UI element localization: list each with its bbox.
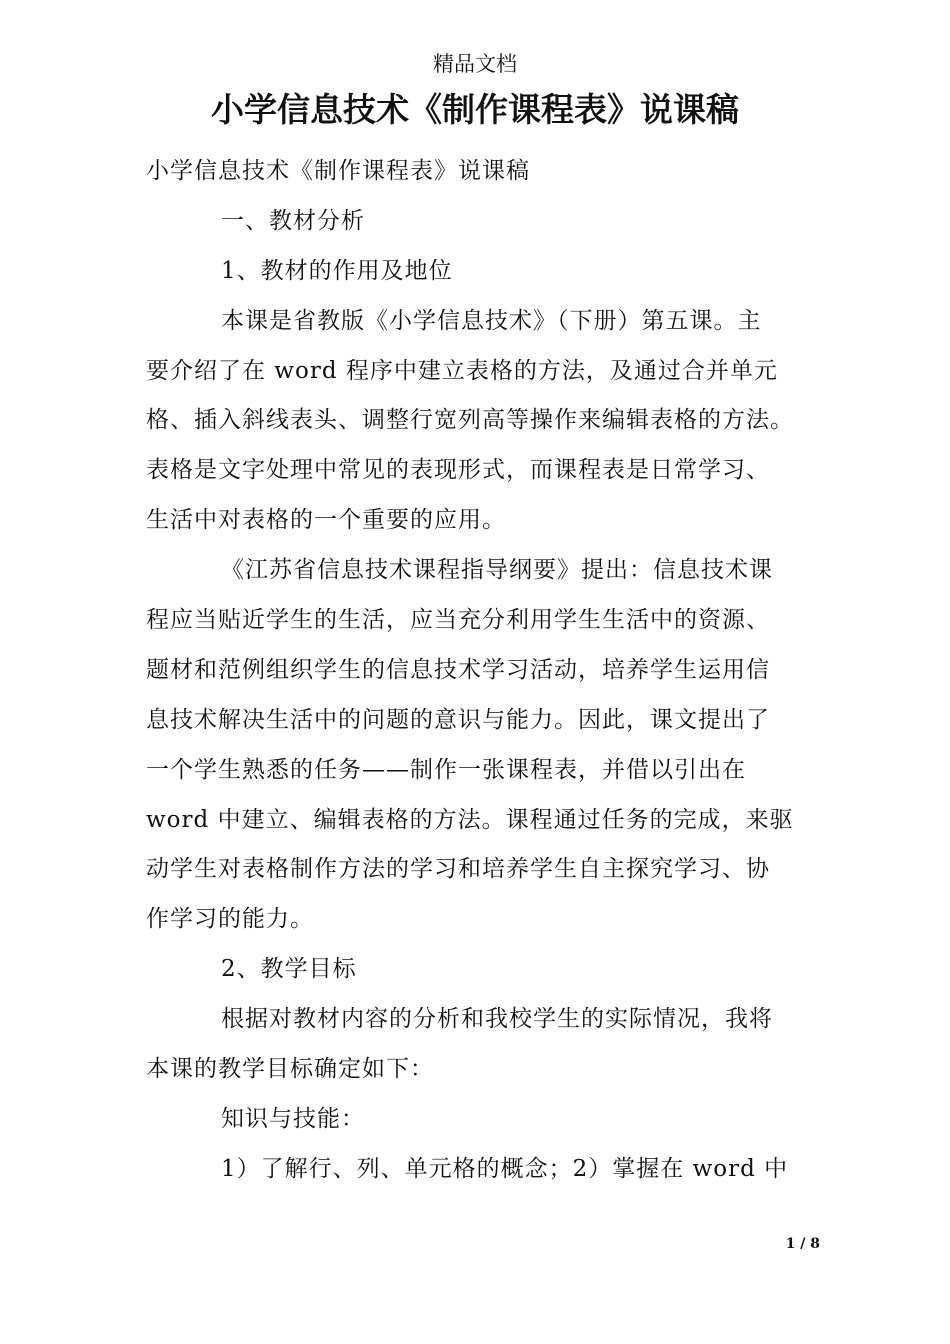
text-line: 一个学生熟悉的任务——制作一张课程表，并借以引出在 (146, 756, 746, 783)
page-header: 精品文档 (433, 52, 517, 76)
text-line: 1）了解行、列、单元格的概念；2）掌握在 word 中 (221, 1155, 789, 1182)
text-line: 要介绍了在 word 程序中建立表格的方法，及通过合并单元 (146, 357, 778, 384)
document-title: 小学信息技术《制作课程表》说课稿 (211, 90, 739, 129)
text-line: 题材和范例组织学生的信息技术学习活动，培养学生运用信 (146, 656, 770, 683)
text-line: 一、教材分析 (221, 207, 365, 234)
text-line: 2、教学目标 (221, 956, 357, 983)
text-line: 程应当贴近学生的生活，应当充分利用学生生活中的资源、 (146, 607, 770, 634)
text-line: 格、插入斜线表头、调整行宽列高等操作来编辑表格的方法。 (146, 407, 794, 434)
document-body (146, 147, 822, 1195)
text-line: 小学信息技术《制作课程表》说课稿 (146, 158, 530, 184)
text-line: word 中建立、编辑表格的方法。课程通过任务的完成，来驱 (146, 806, 794, 833)
text-line: 本课是省教版《小学信息技术》（下册）第五课。主 (221, 307, 762, 334)
page-number: 1 / 8 (785, 1236, 820, 1252)
text-line: 生活中对表格的一个重要的应用。 (146, 507, 506, 534)
text-line: 《江苏省信息技术课程指导纲要》提出：信息技术课 (221, 557, 773, 584)
text-line: 知识与技能： (221, 1105, 365, 1132)
text-line: 根据对教材内容的分析和我校学生的实际情况，我将 (221, 1006, 773, 1033)
text-line: 动学生对表格制作方法的学习和培养学生自主探究学习、协 (146, 856, 770, 883)
text-line: 表格是文字处理中常见的表现形式，而课程表是日常学习、 (146, 457, 770, 484)
text-line: 息技术解决生活中的问题的意识与能力。因此，课文提出了 (146, 706, 770, 733)
text-line: 本课的教学目标确定如下： (146, 1056, 434, 1083)
text-line: 1、教材的作用及地位 (221, 257, 453, 284)
text-line: 作学习的能力。 (146, 906, 314, 933)
